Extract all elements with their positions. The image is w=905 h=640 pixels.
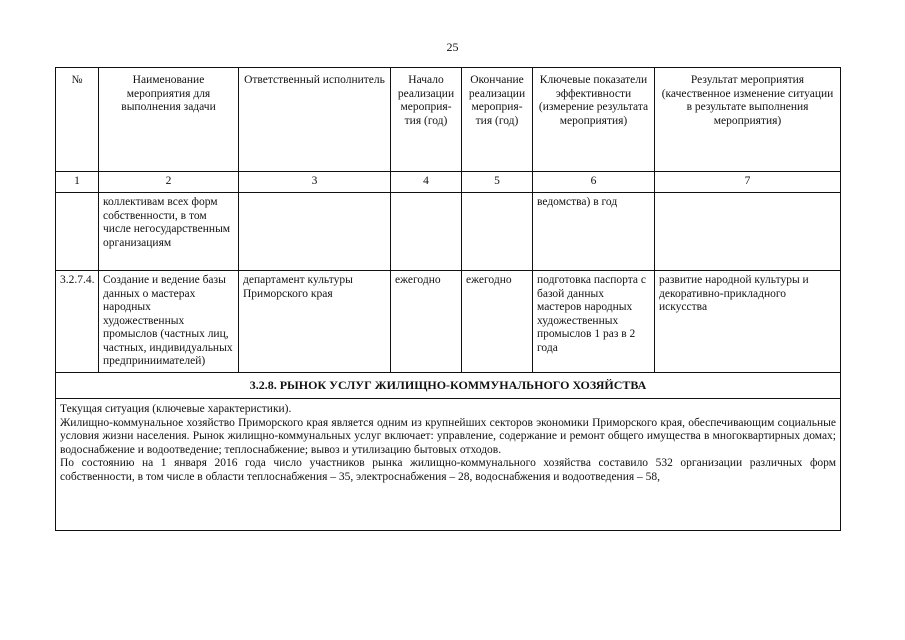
paragraph: Жилищно-коммунальное хозяйство Приморского края является одним из крупнейших секторов экономики Приморского края, обеспечивающим социальные условия жизни населения. Рынок жилищно-коммунальных услуг включает: управление, содержание и ремонт общего имущества в многоквартирных домах; водоснабжение и водоотведение; теплоснабжение; вывоз и утилизацию бытовых отходов.	[60, 416, 836, 456]
paragraph: По состоянию на 1 января 2016 года число участников рынка жилищно-коммунального хозяйства составило 532 организации различных форм собственности, в том числе в области теплоснабжения – 35, электроснабжения – 28, водоснабжения и водоотведения – 58,	[60, 457, 836, 483]
indicators: подготовка паспорта с базой данных мастеров народных художественных промыслов 1 раз в 2 года	[533, 271, 655, 373]
header-end-year: Окончание реализации мероприя-тия (год)	[462, 68, 533, 172]
column-number: 1	[56, 172, 99, 193]
start-year: ежегодно	[391, 271, 462, 373]
column-number: 5	[462, 172, 533, 193]
paragraph-heading: Текущая ситуация (ключевые характеристики).	[60, 403, 292, 415]
row-number	[56, 193, 99, 271]
header-activity-name: Наименование мероприятия для выполнения задачи	[99, 68, 239, 172]
result	[655, 193, 841, 271]
start-year	[391, 193, 462, 271]
column-number: 3	[239, 172, 391, 193]
header-executor: Ответственный исполнитель	[239, 68, 391, 172]
table-row	[56, 193, 841, 271]
program-table	[55, 67, 841, 531]
executor: департамент культуры Приморского края	[239, 271, 391, 373]
header-result: Результат мероприятия (качественное изменение ситуации в результате выполнения мероприятия)	[655, 68, 841, 172]
end-year	[462, 193, 533, 271]
end-year: ежегодно	[462, 271, 533, 373]
column-number: 6	[533, 172, 655, 193]
indicators: ведомства) в год	[533, 193, 655, 271]
header-indicators: Ключевые показатели эффективности (измерение результата мероприятия)	[533, 68, 655, 172]
row-number: 3.2.7.4.	[56, 271, 99, 373]
executor	[239, 193, 391, 271]
text-row	[56, 399, 841, 531]
header-row	[56, 68, 841, 172]
result: развитие народной культуры и декоративно-прикладного искусства	[655, 271, 841, 373]
column-number: 2	[99, 172, 239, 193]
section-title: 3.2.8. РЫНОК УСЛУГ ЖИЛИЩНО-КОММУНАЛЬНОГО ХОЗЯЙСТВА	[56, 372, 841, 399]
table-row	[56, 271, 841, 373]
text-cell	[56, 399, 841, 531]
column-number: 4	[391, 172, 462, 193]
activity-name: Создание и ведение базы данных о мастерах народных художественных промыслов (частных лиц, частных, индивидуальных предприниимателей)	[99, 271, 239, 373]
header-number: №	[56, 68, 99, 172]
header-start-year: Начало реализации мероприя-тия (год)	[391, 68, 462, 172]
column-number-row	[56, 172, 841, 193]
section-title-row	[56, 372, 841, 399]
column-number: 7	[655, 172, 841, 193]
page-number: 25	[446, 40, 459, 54]
activity-name: коллективам всех форм собственности, в том числе негосударственным организациям	[99, 193, 239, 271]
text-content	[60, 403, 836, 528]
